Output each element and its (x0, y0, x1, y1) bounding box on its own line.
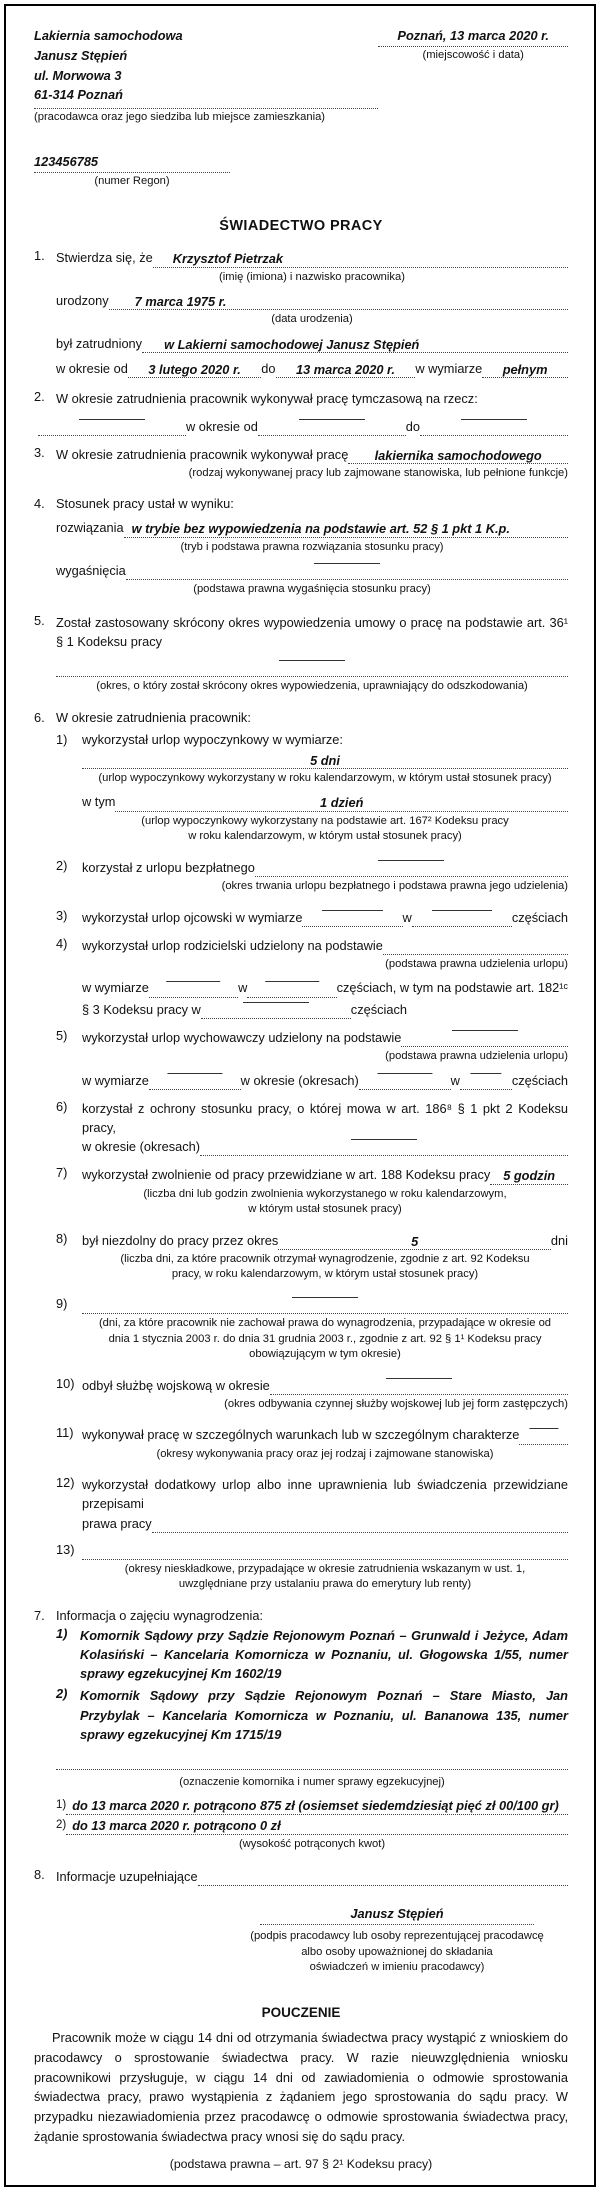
employer-caption: (pracodawca oraz jego siedziba lub miejsce zamieszkania) (34, 111, 326, 124)
signature-dotted-line (260, 1921, 534, 1925)
field-employment-period (56, 359, 568, 378)
parental-art182-label: § 3 Kodeksu pracy w (82, 1001, 201, 1017)
signature-caption-2: albo osoby upoważnionej do składania (301, 1945, 493, 1958)
parental-in-label: w (238, 980, 248, 996)
temp-work-from-line (258, 418, 406, 436)
non-contributory-line (82, 1542, 568, 1560)
bailiff-1-text: Komornik Sądowy przy Sądzie Rejonowym Poznań – Grunwald i Jeżyce, Adam Kolasiński – Kancelaria Komornicza w Poznaniu, ul. Głogowska 1/55, numer sprawy egzekucyjnej Km 1602/19 (80, 1627, 568, 1682)
signature-caption-1: (podpis pracodawcy lub osoby reprezentującej pracodawcę (250, 1930, 544, 1943)
field-job-type (56, 445, 568, 464)
parental-parts-tail: częściach, w tym na podstawie art. 182¹ᶜ (336, 980, 569, 996)
regon-caption: (numer Regon) (94, 174, 170, 187)
no-pay-caption-1: (dni, za które pracownik nie zachował prawa do wynagrodzenia, przypadające w okresie od (98, 1316, 552, 1329)
regon-dotted-line (34, 169, 230, 173)
bailiff-caption: (oznaczenie komornika i numer sprawy egzekucyjnej) (179, 1775, 445, 1788)
additional-leave-tail: prawa pracy (82, 1515, 152, 1531)
non-contributory-caption-2: uwzględniane przy ustalaniu prawa do emerytury lub renty) (178, 1578, 472, 1591)
deduction-1-value: do 13 marca 2020 r. potrącono 875 zł (osiemset siedemdziesiąt pięć zł 00/100 gr) (72, 1798, 559, 1814)
period-to-line (276, 360, 416, 378)
point-5-number: 5) (56, 1027, 68, 1043)
employed-at-value: w Lakierni samochodowej Janusz Stępień (164, 336, 420, 352)
bailiff-entry-1 (56, 1626, 568, 1684)
strike-mark (529, 1428, 558, 1429)
unpaid-leave-caption: (okres trwania urlopu bezpłatnego i podstawa prawna jego udzielenia) (221, 879, 568, 892)
section-8 (34, 1867, 568, 1888)
field-additional-leave (82, 1514, 568, 1533)
employer-line-4: 61-314 Poznań (34, 87, 123, 103)
field-termination (56, 518, 568, 537)
period-from-value: 3 lutego 2020 r. (148, 362, 241, 378)
field-expiry (56, 561, 568, 580)
point-7-number: 7) (56, 1165, 68, 1181)
birth-date-line (109, 292, 568, 310)
period-from-label: w okresie od (56, 361, 128, 377)
point-6-number: 6) (56, 1098, 68, 1114)
no-pay-caption-2: dnia 1 stycznia 2003 r. do dnia 31 grudnia 2003 r., zgodnie z art. 92 § 1¹ Kodeksu pracy (108, 1332, 542, 1345)
deduction-2-number: 2) (56, 1819, 67, 1832)
field-unpaid-leave (82, 858, 568, 877)
birth-date-caption: (data urodzenia) (271, 313, 353, 326)
signature-caption-3: oświadczeń w imieniu pracodawcy) (309, 1961, 485, 1974)
section-6-point-12 (56, 1475, 568, 1535)
unpaid-leave-label: korzystał z urlopu bezpłatnego (82, 859, 255, 875)
legal-basis: (podstawa prawna – art. 97 § 2¹ Kodeksu pracy) (169, 2156, 433, 2171)
pouczenie-body: Pracownik może w ciągu 14 dni od otrzymania świadectwa pracy wystąpić z wnioskiem do pracodawcy o sprostowanie świadectwa pracy. W razie nieuwzględnienia wniosku pracownikowi przysługuje, w ciągu 14 dni od zawiadomienia o odmowie sprostowania świadectwa pracy, prawo wystąpienia z żądaniem jego sprostowania do sądu pracy. W przypadku niezawiadomienia przez pracodawcę o odmowie sprostowania świadectwa pracy, żądanie sprostowania świadectwa pracy wnosi się do sądu pracy. (34, 2029, 568, 2145)
section-5 (34, 613, 568, 701)
childcare-basis-line (401, 1029, 568, 1047)
strike-mark (79, 419, 145, 420)
parental-art182-tail: częściach (350, 1001, 407, 1017)
section-6-point-7 (56, 1165, 568, 1223)
termination-label: rozwiązania (56, 520, 124, 536)
paternity-mid-label: w (402, 909, 412, 925)
employed-at-label: był zatrudniony (56, 335, 143, 351)
strike-mark (461, 419, 527, 420)
section-6-point-5 (56, 1028, 568, 1092)
strike-mark (377, 1073, 432, 1074)
art188-caption-1: (liczba dni lub godzin zwolnienia wykorzystanego w roku kalendarzowym, (143, 1187, 507, 1200)
section-6-point-3 (56, 908, 568, 929)
swiadectwo-pracy-document (4, 4, 596, 2187)
section-3-number: 3. (34, 444, 45, 460)
point-1-number: 1) (56, 731, 68, 747)
childcare-amount-label: w wymiarze (82, 1072, 149, 1088)
strike-mark (167, 1073, 222, 1074)
section-3 (34, 445, 568, 488)
childcare-in-label: w (450, 1072, 460, 1088)
expiry-line (126, 562, 568, 580)
header (34, 26, 568, 132)
section-6-point-13 (56, 1542, 568, 1599)
regon-value: 123456785 (34, 153, 99, 169)
vacation-included-caption-2: w roku kalendarzowym, w którym ustał stosunek pracy) (188, 830, 462, 843)
incapacity-value: 5 (411, 1233, 419, 1249)
field-non-contributory (82, 1542, 568, 1560)
military-service-label: odbył służbę wojskową w okresie (82, 1377, 270, 1393)
regon-block (34, 154, 230, 189)
employee-name-line (153, 250, 568, 268)
unpaid-leave-line (255, 859, 568, 877)
paternity-tail-label: częściach (511, 909, 569, 925)
strike-mark (322, 910, 382, 911)
section-6-point-4 (56, 936, 568, 1021)
parental-basis-line (383, 937, 568, 955)
vacation-leave-label: wykorzystał urlop wypoczynkowy w wymiarze: (82, 731, 343, 747)
protection-label: korzystał z ochrony stosunku pracy, o której mowa w art. 186⁸ § 1 pkt 2 Kodeksu pracy, (82, 1100, 568, 1135)
section-7 (34, 1608, 568, 1858)
job-type-value: lakiernika samochodowego (374, 447, 542, 463)
paternity-parts-line (412, 909, 512, 927)
field-incapacity (82, 1231, 568, 1250)
art188-value: 5 godzin (503, 1168, 556, 1184)
field-childcare-leave (82, 1028, 568, 1047)
incapacity-caption-1: (liczba dni, za które pracownik otrzymał wynagrodzenie, zgodnie z art. 92 Kodeksu (120, 1252, 530, 1265)
employer-line-2: Janusz Stępień (34, 47, 128, 63)
parental-art182-line (201, 1001, 351, 1019)
protection-period-label: w okresie (okresach) (82, 1139, 201, 1155)
incapacity-caption-2: pracy, w roku kalendarzowym, w którym ustał stosunek pracy) (171, 1268, 479, 1281)
deductions-caption: (wysokość potrąconych kwot) (238, 1837, 386, 1850)
parental-leave-caption: (podstawa prawna udzielenia urlopu) (385, 957, 568, 970)
section-6-number: 6. (34, 709, 45, 725)
strike-mark (351, 1139, 417, 1140)
point-11-number: 11) (56, 1425, 74, 1441)
pouczenie-title: POUCZENIE (261, 2004, 341, 2020)
signature-block (242, 1906, 552, 1975)
field-art188-exemption (82, 1165, 568, 1184)
point-4-number: 4) (56, 935, 68, 951)
place-date-caption: (miejscowość i data) (422, 49, 524, 61)
point-12-number: 12) (56, 1475, 75, 1491)
employee-name-caption: (imię (imiona) i nazwisko pracownika) (219, 270, 405, 283)
section-5-number: 5. (34, 612, 45, 628)
employer-dotted-line (34, 105, 378, 109)
bailiff-entry-2 (56, 1686, 568, 1744)
vacation-days-line (82, 751, 568, 769)
childcare-leave-label: wykorzystał urlop wychowawczy udzielony na podstawie (82, 1029, 402, 1045)
work-time-label: w wymiarze (415, 361, 483, 377)
vacation-days-value: 5 dni (310, 752, 340, 768)
period-from-line (128, 360, 261, 378)
additional-info-label: Informacje uzupełniające (56, 1869, 198, 1885)
field-temp-work-period (38, 417, 568, 436)
incapacity-tail: dni (550, 1232, 568, 1248)
place-date-block (378, 28, 568, 70)
paternity-leave-label: wykorzystał urlop ojcowski w wymiarze (82, 909, 303, 925)
field-childcare-amount (82, 1071, 568, 1090)
incapacity-line (278, 1232, 551, 1250)
additional-info-line (198, 1868, 568, 1886)
field-deduction-2 (56, 1817, 568, 1835)
termination-caption: (tryb i podstawa prawna rozwiązania stosunku pracy) (180, 540, 444, 553)
strike-mark (243, 1002, 309, 1003)
section-1-number: 1. (34, 248, 45, 264)
point-8-number: 8) (56, 1230, 68, 1246)
work-time-value: pełnym (502, 362, 548, 378)
military-service-line (270, 1377, 568, 1395)
section-6-point-10 (56, 1376, 568, 1419)
deduction-1-number: 1) (56, 1799, 67, 1812)
place-date-value: Poznań, 13 marca 2020 r. (397, 28, 549, 43)
point-3-number: 3) (56, 907, 68, 923)
art188-line (490, 1167, 568, 1185)
strike-mark (314, 563, 380, 564)
field-birth-date (56, 291, 568, 310)
temp-work-to-line (420, 418, 568, 436)
section-6 (34, 710, 568, 725)
strike-mark (386, 1378, 452, 1379)
field-military-service (82, 1376, 568, 1395)
employer-line-1: Lakiernia samochodowa (34, 28, 183, 43)
section-2-number: 2. (34, 389, 45, 405)
bailiff-dotted-line (56, 1752, 568, 1770)
strike-mark (265, 981, 319, 982)
field-employee-name (56, 248, 568, 267)
section-7-number: 7. (34, 1607, 45, 1623)
point-2-number: 2) (56, 857, 68, 873)
strike-mark (279, 660, 345, 661)
section-7-text: Informacja o zajęciu wynagrodzenia: (56, 1607, 263, 1623)
incapacity-label: był niezdolny do pracy przez okres (82, 1232, 279, 1248)
job-type-caption: (rodzaj wykonywanej pracy lub zajmowane stanowiska, lub pełnione funkcje) (188, 466, 568, 479)
deduction-2-value: do 13 marca 2020 r. potrącono 0 zł (72, 1818, 281, 1834)
childcare-parts-line (460, 1072, 512, 1090)
parental-leave-label: wykorzystał urlop rodzicielski udzielony na podstawie (82, 937, 383, 953)
additional-leave-line (152, 1515, 568, 1533)
no-pay-days-line (82, 1296, 568, 1314)
special-conditions-line (519, 1427, 568, 1445)
point-9-number: 9) (56, 1295, 68, 1311)
section-1 (34, 248, 568, 380)
signature-name: Janusz Stępień (350, 1906, 444, 1922)
employee-name-value: Krzysztof Pietrzak (172, 251, 283, 267)
field-paternity-leave (82, 908, 568, 927)
deduction-2-line (66, 1817, 568, 1835)
period-to-value: 13 marca 2020 r. (295, 362, 395, 378)
protection-period-line (200, 1138, 568, 1156)
vacation-included-label: w tym (82, 794, 116, 810)
shortened-notice-line (56, 659, 568, 677)
expiry-caption: (podstawa prawna wygaśnięcia stosunku pracy) (193, 583, 431, 596)
termination-line (124, 520, 568, 538)
art188-caption-2: w którym ustał stosunek pracy) (248, 1203, 402, 1216)
no-pay-caption-3: obowiązującym w tym okresie) (249, 1348, 401, 1361)
bailiff-2-number: 2) (56, 1686, 68, 1702)
temp-work-to-label: do (405, 418, 421, 434)
section-4 (34, 496, 568, 604)
strike-mark (452, 1030, 518, 1031)
strike-mark (292, 1297, 358, 1298)
temp-work-client-line (38, 418, 186, 436)
parental-parts-line (247, 980, 336, 998)
job-type-label: W okresie zatrudnienia pracownik wykonywał pracę (56, 446, 349, 462)
strike-mark (299, 419, 365, 420)
section-6-point-11 (56, 1425, 568, 1468)
field-shortened-notice (56, 659, 568, 677)
period-to-label: do (261, 361, 276, 377)
employee-name-label: Stwierdza się, że (56, 250, 153, 266)
section-6-point-8 (56, 1231, 568, 1289)
field-protection-period (82, 1137, 568, 1156)
section-2 (34, 389, 568, 408)
vacation-included-line (115, 794, 568, 812)
childcare-period-line (359, 1072, 451, 1090)
work-time-line (482, 360, 568, 378)
strike-mark (432, 910, 492, 911)
section-6-point-2 (56, 858, 568, 901)
section-4-text: Stosunek pracy ustał w wyniku: (56, 496, 234, 512)
field-special-conditions (82, 1425, 568, 1444)
childcare-parts-tail: częściach (511, 1072, 568, 1088)
section-5-text: Został zastosowany skrócony okres wypowiedzenia umowy o pracę na podstawie art. 36¹ § 1 Kodeksu pracy (56, 614, 568, 650)
vacation-included-caption-1: (urlop wypoczynkowy wykorzystany na podstawie art. 167² Kodeksu pracy (141, 814, 509, 827)
field-vacation-included (82, 792, 568, 811)
bailiff-2-text: Komornik Sądowy przy Sądzie Rejonowym Poznań – Stare Miasto, Jan Przybylak – Kancelaria Komornicza w Poznaniu, ul. Bananowa 135, numer sprawy egzekucyjnej Km 1715/19 (80, 1688, 568, 1742)
section-6-text: W okresie zatrudnienia pracownik: (56, 709, 251, 725)
non-contributory-caption-1: (okresy nieskładkowe, przypadające w okresie zatrudnienia wskazanym w ust. 1, (124, 1562, 526, 1575)
field-no-pay-days (82, 1296, 568, 1314)
vacation-included-value: 1 dzień (320, 795, 364, 811)
field-additional-info (56, 1867, 568, 1886)
special-conditions-caption: (okresy wykonywania pracy oraz jej rodzaj i zajmowane stanowiska) (156, 1447, 494, 1460)
art188-label: wykorzystał zwolnienie od pracy przewidziane w art. 188 Kodeksu pracy (82, 1167, 491, 1183)
additional-leave-label: wykorzystał dodatkowy urlop albo inne uprawnienia lub świadczenia przewidziane przepisami (82, 1477, 568, 1512)
section-6-point-9 (56, 1296, 568, 1369)
childcare-leave-caption: (podstawa prawna udzielenia urlopu) (385, 1050, 568, 1062)
section-8-number: 8. (34, 1867, 45, 1883)
expiry-label: wygaśnięcia (56, 563, 126, 579)
job-type-line (348, 446, 568, 464)
section-2-text: W okresie zatrudnienia pracownik wykonywał pracę tymczasową na rzecz: (56, 391, 478, 407)
field-parental-amount (82, 978, 568, 997)
section-4-number: 4. (34, 496, 45, 512)
temp-work-from-label: w okresie od (185, 418, 258, 434)
point-10-number: 10) (56, 1375, 75, 1391)
section-6-point-6 (56, 1099, 568, 1159)
parental-amount-line (149, 980, 238, 998)
section-6-point-1 (56, 732, 568, 851)
employed-at-line (142, 335, 568, 353)
employer-line-3: ul. Morwowa 3 (34, 67, 122, 83)
strike-mark (470, 1073, 501, 1074)
shortened-notice-caption: (okres, o który został skrócony okres wypowiedzenia, uprawniający do odszkodowania) (96, 680, 528, 693)
field-parental-leave (82, 936, 568, 955)
field-vacation-days (82, 751, 568, 769)
point-13-number: 13) (56, 1541, 75, 1557)
field-deduction-1 (56, 1797, 568, 1815)
bailiff-1-number: 1) (56, 1625, 68, 1641)
field-employed-at (56, 334, 568, 353)
military-service-caption: (okres odbywania czynnej służby wojskowej lub jej form zastępczych) (224, 1397, 568, 1410)
document-title: ŚWIADECTWO PRACY (219, 218, 383, 235)
bailiff-dotted-line-row (56, 1752, 568, 1770)
place-date-dotted-line (378, 43, 568, 47)
field-parental-art182 (82, 1000, 568, 1019)
strike-mark (378, 860, 444, 861)
childcare-period-label: w okresie (okresach) (240, 1072, 359, 1088)
paternity-amount-line (302, 909, 402, 927)
childcare-amount-line (149, 1072, 241, 1090)
birth-date-label: urodzony (56, 293, 109, 309)
deduction-1-line (66, 1797, 568, 1815)
parental-amount-label: w wymiarze (82, 980, 149, 996)
employer-block (34, 26, 378, 132)
strike-mark (167, 981, 221, 982)
termination-value: w trybie bez wypowiedzenia na podstawie art. 52 § 1 pkt 1 K.p. (131, 521, 510, 537)
birth-date-value: 7 marca 1975 r. (134, 294, 227, 310)
vacation-days-caption: (urlop wypoczynkowy wykorzystany w roku kalendarzowym, w którym ustał stosunek pracy) (98, 771, 552, 784)
special-conditions-label: wykonywał pracę w szczególnych warunkach lub w szczególnym charakterze (82, 1427, 520, 1443)
